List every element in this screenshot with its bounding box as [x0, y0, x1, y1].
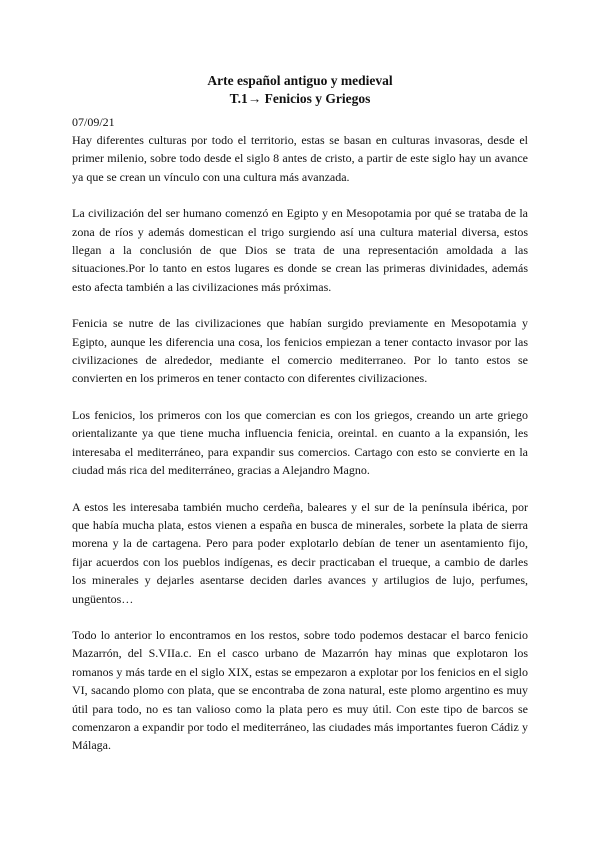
- paragraph-5: A estos les interesaba también mucho cerdeña, baleares y el sur de la península ibérica, por que había mucha plata, estos vienen a españa en busca de minerales, sorbete la plata de sierra morena y la de cartagena. Pero para poder explotarlo debían de tener un asentamiento fijo, fijar acuerdos con los pueblos indígenas, es decir practicaban el trueque, a cambio de darles los minerales y dejarles asentarse deciden darles avances y artilugios de lujo, perfumes, ungüentos…: [72, 499, 528, 606]
- paragraph-2: La civilización del ser humano comenzó en Egipto y en Mesopotamia por qué se trataba de la zona de ríos y además domestican el trigo surgiendo así una cultura material diversa, estos llegan a la conclusión de que Dios se trata de una representación amoldada a las situaciones.Por lo tanto en estos lugares es donde se crean las primeras divinidades, además esto afecta también a las civilizaciones más próximas.: [72, 206, 528, 294]
- document-page: [72, 72, 528, 773]
- title-line-1: Arte español antiguo y medieval: [207, 73, 393, 88]
- paragraph-3: Fenicia se nutre de las civilizaciones que habían surgido previamente en Mesopotamia y Egipto, aunque les diferencia una cosa, los fenicios empiezan a tener contacto invasor por las civilizaciones de alrededor, mediante el comercio mediterraneo. Por lo tanto estos se convierten en los primeros en tener contacto con diferentes civilizaciones.: [72, 316, 528, 386]
- paragraph-1: Hay diferentes culturas por todo el territorio, estas se basan en culturas invasoras, desde el primer milenio, sobre todo desde el siglo 8 antes de cristo, a partir de este siglo hay un avance ya que se crean un vínculo con una cultura más avanzada.: [72, 133, 528, 184]
- paragraph-4: Los fenicios, los primeros con los que comercian es con los griegos, creando un arte griego orientalizante ya que tiene mucha influencia fenicia, oreintal. en cuanto a la expansión, les interesaba el mediterráneo, para expandir sus comercios. Cartago con esto se convierte en la ciudad más rica del mediterráneo, gracias a Alejandro Magno.: [72, 407, 528, 478]
- paragraph-6: Todo lo anterior lo encontramos en los restos, sobre todo podemos destacar el barco fenicio Mazarrón, del S.VIIa.c. En el casco urbano de Mazarrón hay minas que explotaron los romanos y más tarde en el siglo XIX, estas se empezaron a explotar por los fenicios en el siglo VI, sacando plomo con plata, que se encontraba de zona natural, este plomo argentino es muy útil para todo, no es tan valioso como la plata pero es muy útil. Con este tipo de barcos se comenzaron a expandir por todo el mediterráneo, las ciudades más importantes fueron Cádiz y Málaga.: [72, 627, 528, 753]
- title-line-2: T.1→ Fenicios y Griegos: [229, 91, 371, 106]
- date-label: 07/09/21: [72, 115, 115, 129]
- document-title: [72, 72, 528, 108]
